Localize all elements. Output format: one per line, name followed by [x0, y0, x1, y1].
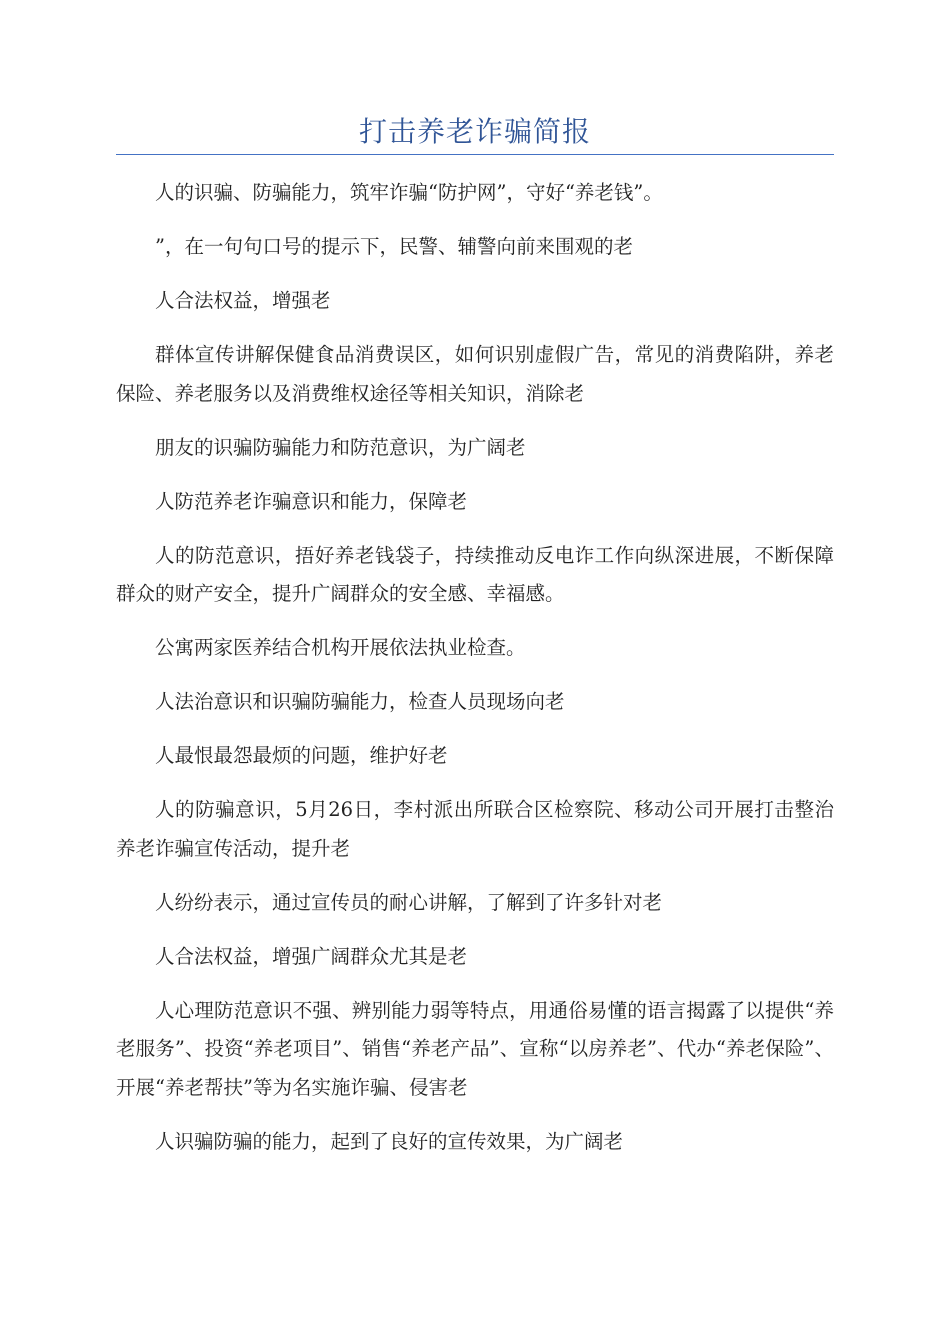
document-title: 打击养老诈骗简报 — [358, 115, 591, 148]
title-underline-rule — [116, 154, 834, 155]
paragraph-5: 朋友的识骗防骗能力和防范意识，为广阔老 — [155, 435, 526, 459]
paragraph-2: ”，在一句句口号的提示下，民警、辅警向前来围观的老 — [155, 235, 633, 258]
paragraph-12: 人纷纷表示，通过宣传员的耐心讲解，了解到了许多针对老 — [155, 890, 663, 914]
paragraph-6: 人防范养老诈骗意识和能力，保障老 — [155, 489, 468, 513]
paragraph-1: 人的识骗、防骗能力，筑牢诈骗“防护网”，守好“养老钱”。 — [155, 181, 663, 204]
paragraph-13: 人合法权益，增强广阔群众尤其是老 — [155, 944, 468, 968]
paragraph-11: 人的防骗意识，5月26日，李村派出所联合区检察院、移动公司开展打击整治养老诈骗宣传活动，提升老 — [116, 798, 834, 860]
document-body — [116, 174, 834, 1177]
paragraph-8: 公寓两家医养结合机构开展依法执业检查。 — [155, 636, 526, 659]
paragraph-3: 人合法权益，增强老 — [155, 289, 331, 312]
paragraph-9: 人法治意识和识骗防骗能力，检查人员现场向老 — [155, 690, 565, 713]
paragraph-10: 人最恨最怨最烦的问题，维护好老 — [155, 744, 448, 767]
paragraph-15: 人识骗防骗的能力，起到了良好的宣传效果，为广阔老 — [155, 1129, 624, 1153]
paragraph-4: 群体宣传讲解保健食品消费误区，如何识别虚假广告，常见的消费陷阱，养老保险、养老服务以及消费维权途径等相关知识，消除老 — [116, 343, 834, 405]
paragraph-7: 人的防范意识，捂好养老钱袋子，持续推动反电诈工作向纵深进展，不断保障群众的财产安全，提升广阔群众的安全感、幸福感。 — [116, 543, 834, 605]
paragraph-14: 人心理防范意识不强、辨别能力弱等特点，用通俗易懂的语言揭露了以提供“养老服务”、投资“养老项目”、销售“养老产品”、宣称“以房养老”、代办“养老保险”、开展“养老帮扶”等为名实施诈骗、侵害老 — [116, 998, 834, 1099]
